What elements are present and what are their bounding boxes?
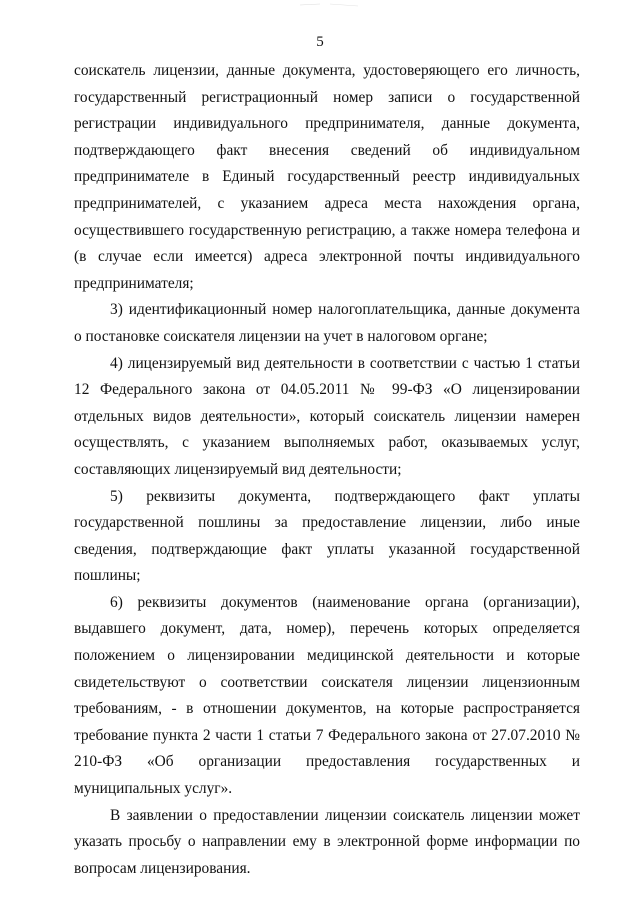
document-body [74,58,580,882]
paragraph-item-5-state-fee: 5) реквизиты документа, подтверждающего факт уплаты государственной пошлины за предоставление лицензии, либо иные сведения, подтверждающие факт уплаты указанной государственной пошлины; [74,487,580,585]
paragraph-item-3-taxpayer-id: 3) идентификационный номер налогоплательщика, данные документа о постановке соискателя лицензии на учет в налоговом органе; [74,301,580,345]
paragraph-electronic-info-request: В заявлении о предоставлении лицензии соискатель лицензии может указать просьбу о направлении ему в электронной форме информации по вопросам лицензирования. [74,806,580,877]
paragraph-item-4-licensed-activity: 4) лицензируемый вид деятельности в соответствии с частью 1 статьи 12 Федерального закона от 04.05.2011 № 99-ФЗ «О лицензировании отдельных видов деятельности», который соискатель лицензии намерен осуществлять, с указанием выполняемых работ, оказываемых услуг, составляющих лицензируемый вид деятельности; [74,354,580,478]
scan-artifact-mark [300,2,360,8]
paragraph-item-6-document-details: 6) реквизиты документов (наименование органа (организации), выдавшего документ, дата, номер), перечень которых определяется положением о лицензировании медицинской деятельности и которые свидетельствуют о соответствии соискателя лицензии лицензионным требованиям, - в отношении документов, на которые распространяется требование пункта 2 части 1 статьи 7 Федерального закона от 27.07.2010 № 210-ФЗ «Об организации предоставления государственных и муниципальных услуг». [74,593,580,798]
page-number: 5 [316,34,324,50]
paragraph-applicant-details: соискатель лицензии, данные документа, удостоверяющего его личность, государственный регистрационный номер записи о государственной регистрации индивидуального предпринимателя, данные документа, подтверждающего факт внесения сведений об индивидуальном предпринимателе в Единый государственный реестр индивидуальных предпринимателей, с указанием адреса места нахождения органа, осуществившего государственную регистрацию, а также номера телефона и (в случае если имеется) адреса электронной почты индивидуального предпринимателя; [74,62,580,292]
